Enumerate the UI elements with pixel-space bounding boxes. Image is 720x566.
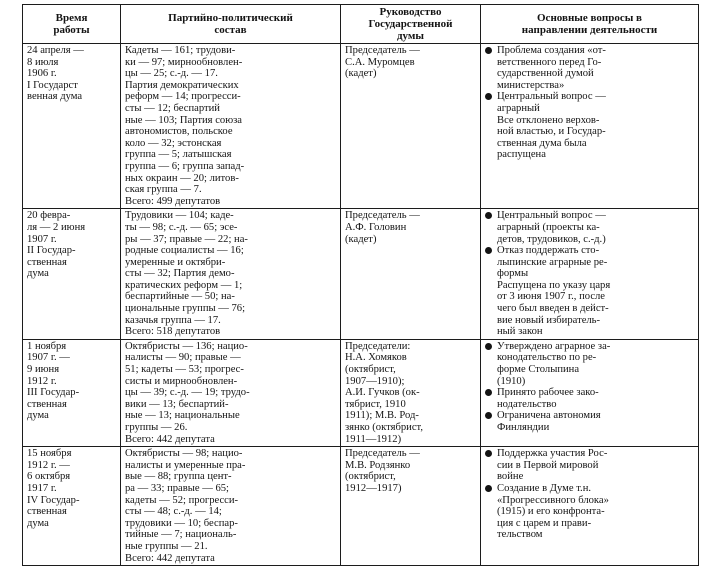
period-cell [23, 209, 121, 340]
issue-item [485, 210, 694, 245]
issues-cell [481, 44, 699, 209]
leadership-cell-text: Председатель — М.В. Родзянко (октябрист, 1912—1917) [345, 448, 420, 494]
leadership-cell [341, 209, 481, 340]
leadership-cell [341, 447, 481, 566]
composition-cell-text: Октябристы — 98; нацио- налисты и умеренные пра- вые — 88; группа цент- ра — 33; правые — 65; кадеты — 52; прогресси- сты — 48; с.-д. — 14; трудовики — 10; беспар- тийные — 7; националь- ные группы — 21. Всего: 442 депутата [125, 448, 246, 564]
issue-text: Принято рабочее зако- нодательство [497, 387, 599, 410]
leadership-cell [341, 44, 481, 209]
issue-text: Поддержка участия Рос- сии в Первой мировой войне [497, 448, 608, 483]
period-cell-text: 24 апреля — 8 июля 1906 г. I Государст венная дума [27, 45, 84, 103]
header-issues: Основные вопросы в направлении деятельности [481, 5, 699, 44]
leadership-cell-text: Председатели: Н.А. Хомяков (октябрист, 1907—1910); А.И. Гучков (ок- тябрист, 1910 1911); М.В. Род- зянко (октябрист, 1911—1912) [345, 340, 424, 445]
bullet-icon [485, 47, 492, 54]
bullet-icon [485, 412, 492, 419]
header-composition: Партийно-политический состав [121, 5, 341, 44]
issue-text: Центральный вопрос — аграрный [497, 91, 606, 114]
issue-item [485, 448, 694, 483]
issue-item [485, 245, 694, 280]
bullet-icon [485, 450, 492, 457]
issue-item [485, 483, 694, 541]
duma-row [23, 339, 699, 446]
composition-cell [121, 209, 341, 340]
issue-text: Проблема создания «от- ветственного перед Го- сударственной думой министерства» [497, 45, 606, 91]
bullet-icon [485, 485, 492, 492]
header-period: Время работы [23, 5, 121, 44]
duma-row [23, 44, 699, 209]
period-cell [23, 447, 121, 566]
issues-cell [481, 339, 699, 446]
period-cell [23, 339, 121, 446]
period-cell-text: 1 ноября 1907 г. — 9 июня 1912 г. III Государ- ственная дума [27, 340, 80, 422]
duma-table [22, 4, 699, 566]
bullet-icon [485, 247, 492, 254]
issue-text: Утверждено аграрное за- конодательство по ре- форме Столыпина (1910) [497, 340, 611, 387]
issue-text: Центральный вопрос — аграрный (проекты ка- детов, трудовиков, с.-д.) [497, 210, 606, 245]
period-cell-text: 15 ноября 1912 г. — 6 октября 1917 г. IV Государ- ственная дума [27, 448, 80, 529]
leadership-cell-text: Председатель — С.А. Муромцев (кадет) [345, 45, 420, 80]
bullet-icon [485, 212, 492, 219]
issues-cell [481, 209, 699, 340]
composition-cell [121, 447, 341, 566]
leadership-cell [341, 339, 481, 446]
bullet-icon [485, 343, 492, 350]
issue-item [485, 45, 694, 91]
composition-cell-text: Кадеты — 161; трудови- ки — 97; мирнообновлен- цы — 25; с.-д. — 17. Партия демократических реформ — 14; прогресси- сты — 12; беспартий ные — 103; Партия союза автономистов, польское коло — 32; эстонская группа — 5; латышская группа — 6; группа запад- ных окраин — 20; литов- ская группа — 7. Всего: 499 депутатов [125, 45, 245, 207]
issues-cell [481, 447, 699, 566]
issue-text: Создание в Думе т.н. «Прогрессивного блока» (1915) и его конфронта- ция с царем и прави- тельством [497, 482, 609, 541]
issue-text: Ограничена автономия Финляндии [497, 410, 601, 433]
header-leadership: Руководство Государственной думы [341, 5, 481, 44]
issue-item [485, 387, 694, 410]
issue-continuation: Все отклонено верхов- ной властью, и Государ- ственная дума была распущена [497, 114, 606, 161]
issue-item [485, 341, 694, 387]
composition-cell-text: Октябристы — 136; нацио- налисты — 90; правые — 51; кадеты — 53; прогрес- систы и мирнообновлен- цы — 39; с.-д. — 19; трудо- вики — 13; беспартий- ные — 13; национальные группы — 26. Всего: 442 депутата [125, 340, 250, 445]
issue-text: Отказ поддержать сто- лыпинские аграрные ре- формы [497, 245, 608, 280]
composition-cell [121, 44, 341, 209]
period-cell-text: 20 февра- ля — 2 июня 1907 г. II Государ- ственная дума [27, 210, 86, 280]
issue-item [485, 410, 694, 433]
issue-continuation: Распущена по указу царя от 3 июня 1907 г., после чего был введен в дейст- вие новый избиратель- ный закон [497, 279, 611, 338]
header-row [23, 5, 699, 44]
duma-row [23, 447, 699, 566]
issue-item [485, 91, 694, 114]
bullet-icon [485, 93, 492, 100]
duma-row [23, 209, 699, 340]
composition-cell [121, 339, 341, 446]
bullet-icon [485, 389, 492, 396]
leadership-cell-text: Председатель — А.Ф. Головин (кадет) [345, 210, 420, 245]
composition-cell-text: Трудовики — 104; каде- ты — 98; с.-д. — 65; эсе- ры — 37; правые — 22; на- родные социалисты — 16; умеренные и октябри- сты — 32; Партия демо- кратических реформ — 1; беспартийные — 50; на- циональные группы — 76; казачья группа — 17. Всего: 518 депутатов [125, 210, 248, 338]
period-cell [23, 44, 121, 209]
